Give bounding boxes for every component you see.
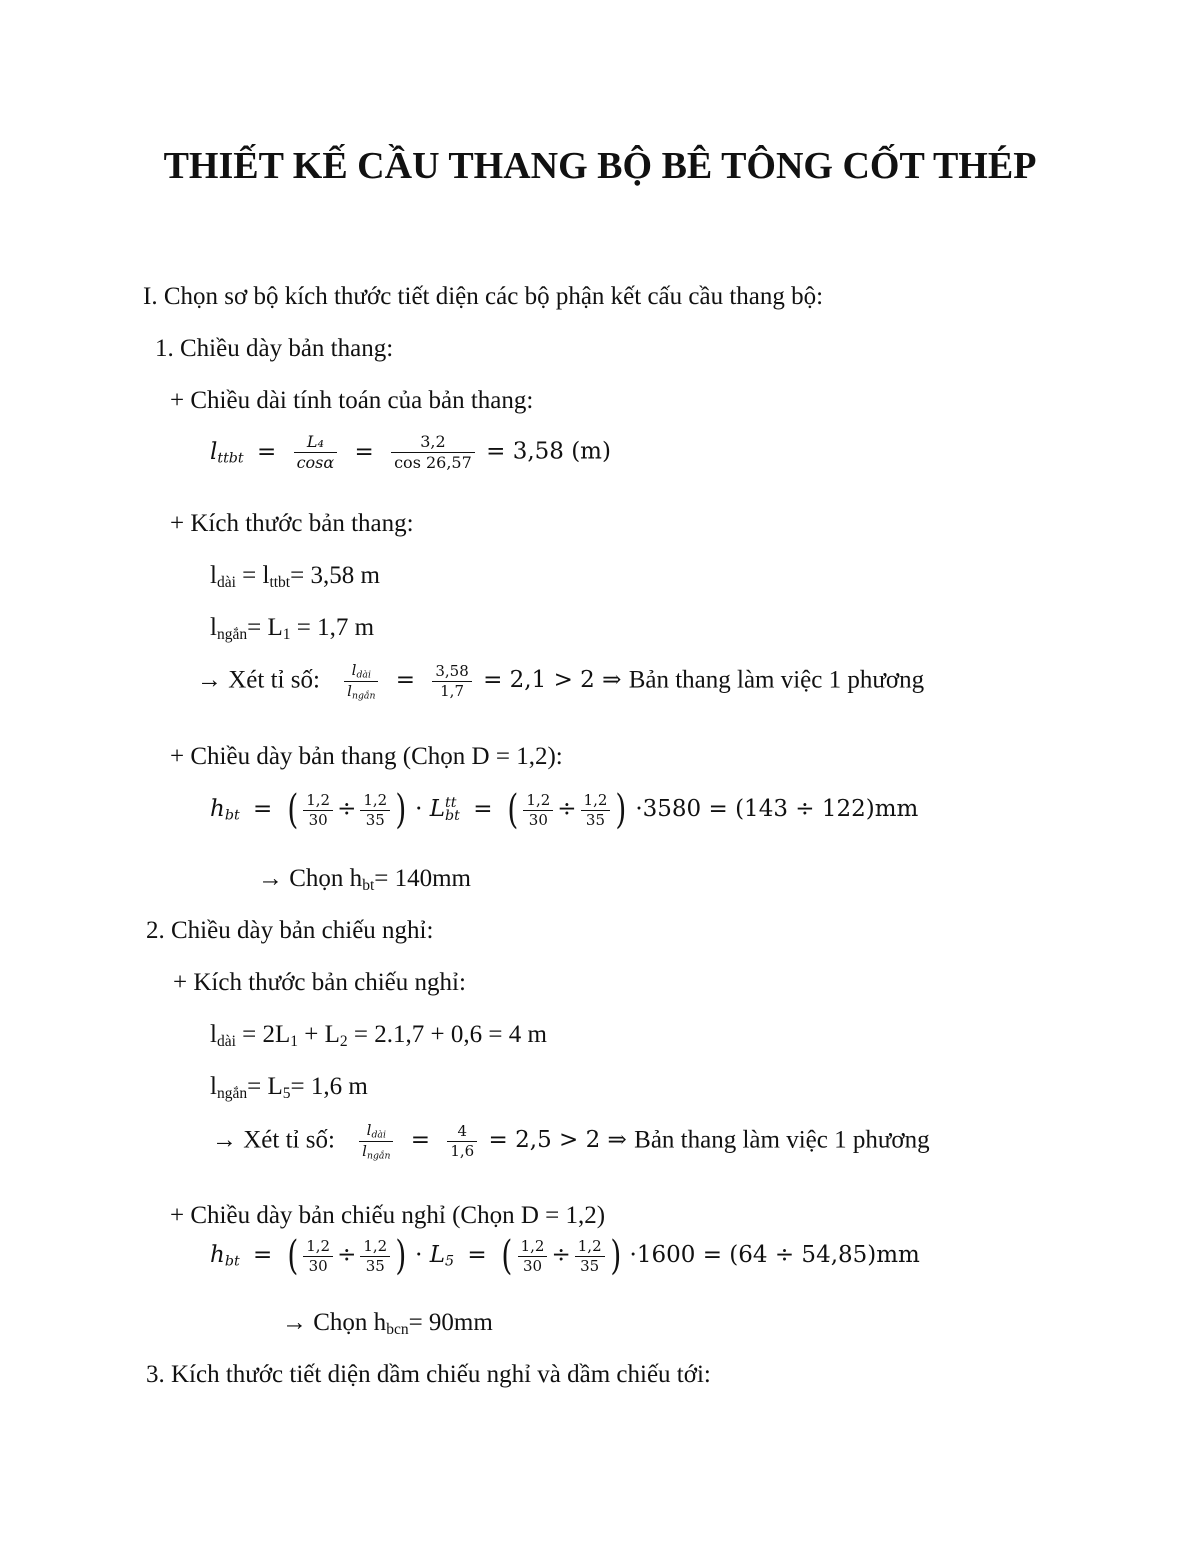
ratio-line-2: → Xét tỉ số: $\frac{l_{dài}}{l_{ngắn}}$ = $\frac{4}{1,6}$ = 2,5 > 2 ⇒ Bản thang làm việc 1 phương: [212, 1121, 930, 1162]
ratio-fraction-value: $\frac{3,58}{1,7}$: [432, 662, 471, 701]
slab-size-label: + Kích thước bản thang:: [170, 510, 414, 537]
eq1-result: = 3,58 (m): [486, 438, 611, 465]
choose-hbt: → Chọn $h_{bt}= 140mm$: [258, 865, 471, 894]
eq1-fraction-2: $\frac{3,2}{\cos 26,57}$: [391, 432, 475, 473]
equation-slab-thickness: $h_{bt}$ = ( $\frac{1,2}{30}$ ÷ $\frac{1,2}{35}$ ) · L tt bt = ( $\frac{1,2}{30}$ ÷ $\frac{1,2}{35}$ ) ·3580 = (143 ÷ 122)mm: [210, 787, 919, 833]
equation-calc-length: $l_{ttbt}$ = $\frac{\text{L₄}}{\cos\alpha}$ = $\frac{3,2}{\cos 26,57}$ = 3,58 (m): [210, 432, 611, 472]
landing-size-label: + Kích thước bản chiếu nghỉ:: [173, 969, 466, 996]
eq1-fraction-1: $\frac{\text{L₄}}{\cos\alpha}$: [294, 432, 338, 473]
subsection-heading-1-2: 2. Chiều dày bản chiếu nghỉ:: [146, 917, 434, 944]
ratio-line-1: → Xét tỉ số: $\frac{l_{dài}}{l_{ngắn}}$ = $\frac{3,58}{1,7}$ = 2,1 > 2 ⇒ Bản thang làm việc 1 phương: [197, 661, 925, 702]
section-heading-1: I. Chọn sơ bộ kích thước tiết diện các bộ phận kết cấu cầu thang bộ:: [143, 283, 824, 310]
landing-thickness-label: + Chiều dày bản chiếu nghỉ (Chọn D = 1,2): [170, 1202, 606, 1229]
ratio-conclusion: Bản thang làm việc 1 phương: [628, 666, 925, 694]
equation-landing-thickness: $h_{bt}$ = ( $\frac{1,2}{30}$ ÷ $\frac{1,2}{35}$ ) · $L_5$ = ( $\frac{1,2}{30}$ ÷ $\frac{1,2}{35}$ ) ·1600 = (64 ÷ 54,85)mm: [210, 1233, 920, 1279]
ratio-label: → Xét tỉ số:: [197, 666, 320, 694]
eq1-lhs: $l_{ttbt}$: [210, 438, 244, 467]
ratio-fraction-symbolic: $\frac{l_{dài}}{l_{ngắn}}$: [344, 661, 378, 702]
subsection-heading-1-3: 3. Kích thước tiết diện dầm chiếu nghỉ và dầm chiếu tới:: [146, 1361, 711, 1388]
subsection-heading-1-1: 1. Chiều dày bản thang:: [155, 335, 394, 362]
page-title: THIẾT KẾ CẦU THANG BỘ BÊ TÔNG CỐT THÉP: [163, 145, 1037, 187]
l-short-line: $l_{ngắn}= L_1 = 1,7$ m: [210, 614, 375, 643]
slab-thickness-label: + Chiều dày bản thang (Chọn D = 1,2):: [170, 743, 563, 770]
calc-length-label: + Chiều dài tính toán của bản thang:: [170, 387, 534, 414]
landing-l-short-line: $l_{ngắn}= L_5= 1,6$ m: [210, 1073, 368, 1102]
choose-hbcn: → Chọn $h_{bcn}= 90mm$: [282, 1309, 493, 1338]
landing-l-long-line: $l_{dài} = 2L_1 + L_2 = 2.1,7 + 0,6 = 4$ m: [210, 1021, 547, 1050]
l-long-line: $l_{dài} = l_{ttbt}= 3,58$ m: [210, 562, 380, 591]
